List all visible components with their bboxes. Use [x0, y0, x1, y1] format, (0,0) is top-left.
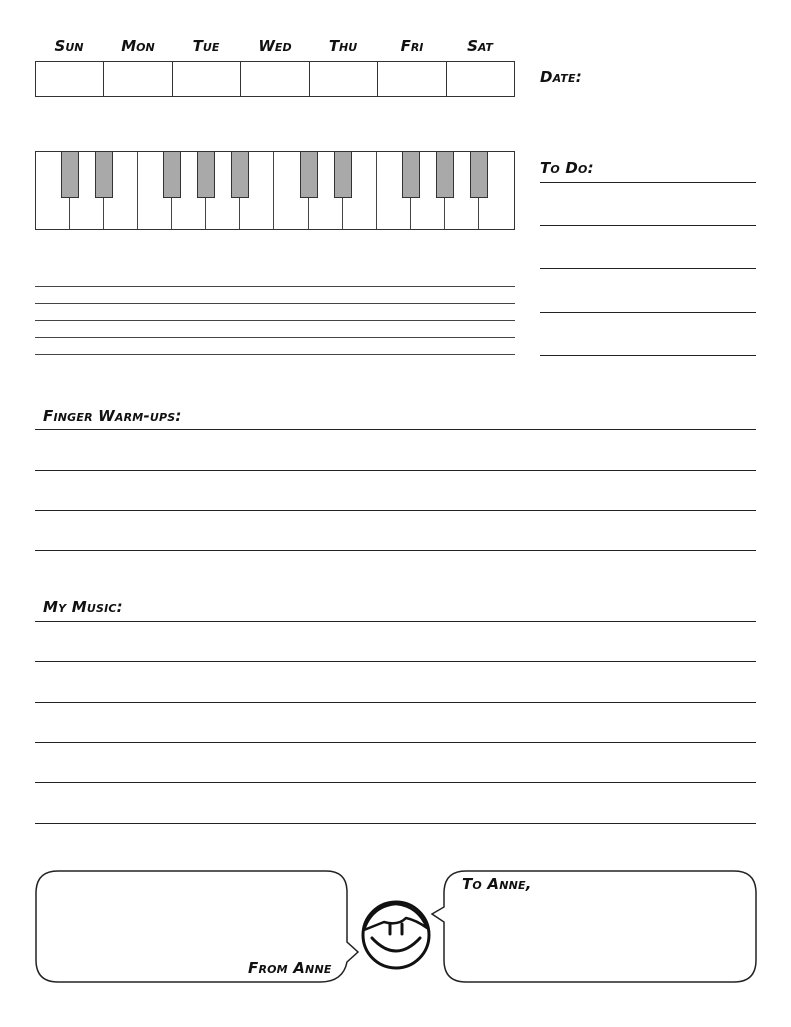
black-key [470, 151, 488, 198]
day-box-sat[interactable] [447, 62, 514, 96]
my-music-line[interactable] [35, 823, 756, 824]
black-key [163, 151, 181, 198]
my-music-line[interactable] [35, 661, 756, 662]
my-music-line[interactable] [35, 742, 756, 743]
staff-line [35, 320, 515, 321]
day-box-wed[interactable] [241, 62, 309, 96]
smiley-face-icon [363, 902, 429, 968]
day-label-fri: Fri [400, 37, 424, 55]
todo-line[interactable] [540, 182, 756, 183]
day-label-tue: Tue [192, 37, 220, 55]
practice-day-boxes [35, 61, 515, 97]
my-music-line[interactable] [35, 621, 756, 622]
date-label: Date: [540, 68, 582, 86]
warmups-label: Finger Warm-ups: [43, 407, 182, 425]
black-key [197, 151, 215, 198]
black-key [436, 151, 454, 198]
my-music-label: My Music: [43, 598, 123, 616]
staff-line [35, 303, 515, 304]
black-key [402, 151, 420, 198]
to-anne-label: To Anne, [462, 875, 532, 893]
from-anne-label: From Anne [248, 959, 332, 977]
day-box-fri[interactable] [378, 62, 446, 96]
staff-line [35, 337, 515, 338]
day-box-sun[interactable] [36, 62, 104, 96]
day-label-thu: Thu [328, 37, 358, 55]
my-music-line[interactable] [35, 702, 756, 703]
todo-line[interactable] [540, 312, 756, 313]
my-music-line[interactable] [35, 782, 756, 783]
black-key [300, 151, 318, 198]
black-key [95, 151, 113, 198]
day-label-mon: Mon [121, 37, 155, 55]
warmups-line[interactable] [35, 470, 756, 471]
day-box-thu[interactable] [310, 62, 378, 96]
warmups-line[interactable] [35, 550, 756, 551]
todo-line[interactable] [540, 268, 756, 269]
staff-line [35, 286, 515, 287]
day-box-mon[interactable] [104, 62, 172, 96]
day-label-sun: Sun [54, 37, 84, 55]
warmups-line[interactable] [35, 429, 756, 430]
warmups-line[interactable] [35, 510, 756, 511]
todo-line[interactable] [540, 355, 756, 356]
day-label-sat: Sat [467, 37, 493, 55]
black-key [61, 151, 79, 198]
black-key [231, 151, 249, 198]
piano-keyboard-diagram [35, 151, 515, 230]
todo-line[interactable] [540, 225, 756, 226]
day-label-wed: Wed [258, 37, 292, 55]
day-box-tue[interactable] [173, 62, 241, 96]
todo-label: To Do: [540, 159, 594, 177]
speech-bubbles-graphic [0, 860, 791, 990]
black-key [334, 151, 352, 198]
staff-line [35, 354, 515, 355]
